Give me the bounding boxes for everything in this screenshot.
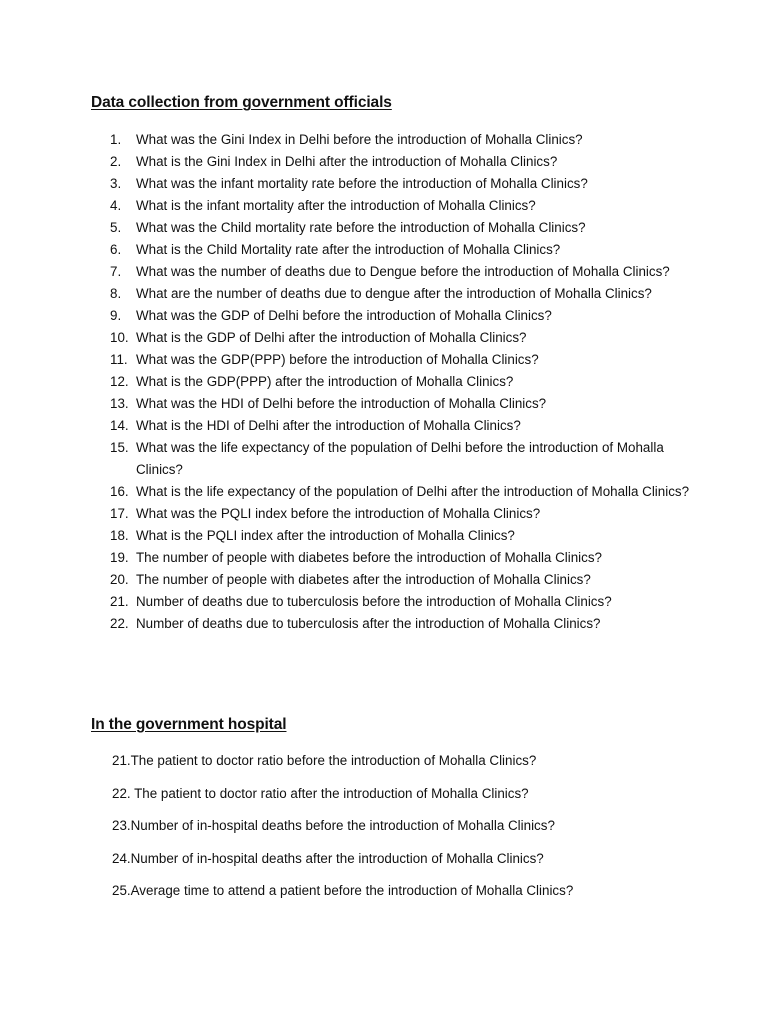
list-item	[110, 481, 690, 503]
item-text: What is the Child Mortality rate after the introduction of Mohalla Clinics?	[136, 242, 561, 257]
list-item: 25.Average time to attend a patient before the introduction of Mohalla Clinics?	[112, 883, 574, 898]
list-item	[110, 327, 690, 349]
item-number: 17.	[110, 506, 129, 521]
item-number: 10.	[110, 330, 129, 345]
item-text: Number of deaths due to tuberculosis after the introduction of Mohalla Clinics?	[136, 616, 601, 631]
item-text: What is the Gini Index in Delhi after the introduction of Mohalla Clinics?	[136, 154, 558, 169]
item-number: 3.	[110, 176, 122, 191]
list-item	[110, 283, 690, 305]
item-text: What is the life expectancy of the population of Delhi after the introduction of Mohalla Clinics?	[136, 484, 690, 499]
item-number: 12.	[110, 374, 129, 389]
list-item: 22. The patient to doctor ratio after the introduction of Mohalla Clinics?	[112, 785, 529, 801]
item-number: 18.	[110, 528, 129, 543]
item-text: What is the infant mortality after the introduction of Mohalla Clinics?	[136, 198, 536, 213]
item-text: What is the GDP of Delhi after the introduction of Mohalla Clinics?	[136, 330, 527, 345]
item-number: 15.	[110, 440, 129, 455]
item-number: 9.	[110, 308, 122, 323]
item-number: 21.	[110, 594, 129, 609]
item-number: 20.	[110, 572, 129, 587]
item-number: 5.	[110, 220, 122, 235]
list-item	[110, 613, 690, 635]
item-number: 14.	[110, 418, 129, 433]
list-item	[110, 195, 690, 217]
item-number: 7.	[110, 264, 122, 279]
item-number: 13.	[110, 396, 129, 411]
list-item	[110, 349, 690, 371]
item-number: 16.	[110, 484, 129, 499]
item-text: What is the PQLI index after the introduction of Mohalla Clinics?	[136, 528, 515, 543]
item-number: 8.	[110, 286, 122, 301]
list-item	[110, 371, 690, 393]
list-item: 21.The patient to doctor ratio before the introduction of Mohalla Clinics?	[112, 753, 537, 768]
item-text: What was the life expectancy of the population of Delhi before the introduction of Mohalla Clinics?	[136, 440, 664, 477]
item-number: 1.	[110, 132, 122, 147]
item-text: What was the number of deaths due to Dengue before the introduction of Mohalla Clinics?	[136, 264, 670, 279]
item-text: Number of deaths due to tuberculosis before the introduction of Mohalla Clinics?	[136, 594, 612, 609]
item-number: 6.	[110, 242, 122, 257]
list-item: 24.Number of in-hospital deaths after the introduction of Mohalla Clinics?	[112, 850, 544, 866]
list-item: 23.Number of in-hospital deaths before the introduction of Mohalla Clinics?	[112, 818, 555, 833]
item-number: 22.	[110, 616, 129, 631]
list-item	[110, 129, 690, 151]
item-text: The number of people with diabetes before the introduction of Mohalla Clinics?	[136, 550, 602, 565]
item-text: What was the Gini Index in Delhi before the introduction of Mohalla Clinics?	[136, 132, 583, 147]
item-text: What are the number of deaths due to dengue after the introduction of Mohalla Clinics?	[136, 286, 652, 301]
list-item	[110, 415, 690, 437]
list-item	[110, 525, 690, 547]
list-item	[110, 305, 690, 327]
item-text: What was the GDP(PPP) before the introduction of Mohalla Clinics?	[136, 352, 539, 367]
item-text: What was the HDI of Delhi before the introduction of Mohalla Clinics?	[136, 396, 547, 411]
list-item	[110, 217, 690, 239]
list-item	[110, 173, 690, 195]
item-text: What is the GDP(PPP) after the introduction of Mohalla Clinics?	[136, 374, 514, 389]
item-text: What was the Child mortality rate before the introduction of Mohalla Clinics?	[136, 220, 586, 235]
officials-question-list	[110, 129, 690, 635]
list-item	[110, 393, 690, 415]
list-item	[110, 569, 690, 591]
item-text: What is the HDI of Delhi after the introduction of Mohalla Clinics?	[136, 418, 521, 433]
list-item	[110, 503, 690, 525]
list-item	[110, 261, 690, 283]
section-heading-officials: Data collection from government officials	[91, 94, 392, 111]
hospital-question-list	[112, 750, 712, 913]
item-text: What was the PQLI index before the introduction of Mohalla Clinics?	[136, 506, 541, 521]
list-item	[110, 437, 690, 481]
item-text: The number of people with diabetes after the introduction of Mohalla Clinics?	[136, 572, 591, 587]
item-number: 4.	[110, 198, 122, 213]
section-heading-hospital: In the government hospital	[91, 716, 287, 733]
item-number: 11.	[110, 352, 128, 367]
item-text: What was the GDP of Delhi before the introduction of Mohalla Clinics?	[136, 308, 552, 323]
item-number: 2.	[110, 154, 122, 169]
list-item	[110, 151, 690, 173]
item-number: 19.	[110, 550, 129, 565]
list-item	[110, 239, 690, 261]
list-item	[110, 547, 690, 569]
list-item	[110, 591, 690, 613]
item-text: What was the infant mortality rate before the introduction of Mohalla Clinics?	[136, 176, 588, 191]
